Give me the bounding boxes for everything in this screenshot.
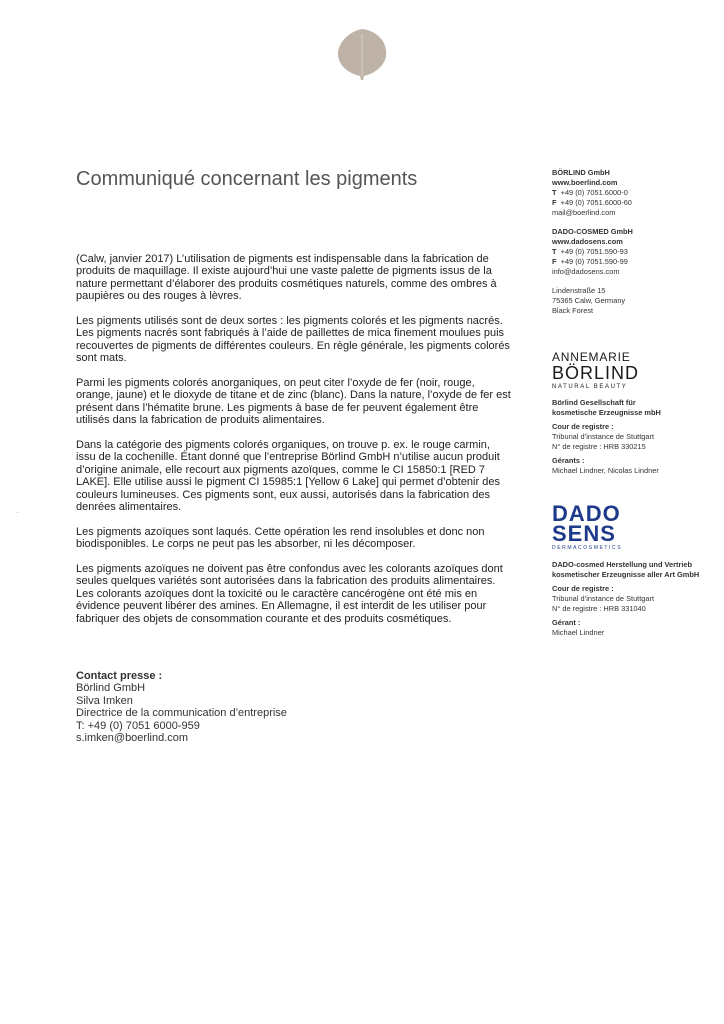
page-title: Communiqué concernant les pigments bbox=[76, 168, 418, 190]
dado-legal: DADO-cosmed Herstellung und Vertrieb kosmetischer Erzeugnisse aller Art GmbH Cour de registre : Tribunal d’instance de Stuttgart N° de registre : HRB 331040 Gérant : Michael Lindner bbox=[552, 560, 700, 637]
company-phone: T +49 (0) 7051.6000-0 bbox=[552, 188, 628, 197]
margin-mark bbox=[17, 512, 18, 513]
contact-line: Silva Imken bbox=[76, 694, 133, 707]
company-web[interactable]: www.boerlind.com bbox=[552, 178, 618, 187]
company-fax: F +49 (0) 7051.6000-60 bbox=[552, 198, 632, 207]
paragraph: Les pigments azoïques sont laqués. Cette opération les rend insolubles et donc non biodisponibles. Le corps ne peut pas les absorber, ni les décomposer. bbox=[76, 525, 485, 551]
contact-line: Directrice de la communication d’entreprise bbox=[76, 707, 287, 720]
paragraph: Les pigments azoïques ne doivent pas être confondus avec les colorants azoïques dont seules quelques variétés sont autorisées dans la fabrication des produits alimentaires. Les colorants azoïques dont la toxicité ou le caractère cancérogène ont été mis en évidence peuvent libérer des amines. En Allemagne, il est interdit de les utiliser pour fabriquer des objets de consommation courante et des produits cosmétiques. bbox=[76, 563, 503, 625]
company-phone: T +49 (0) 7051.590-93 bbox=[552, 247, 628, 256]
dado-cosmed-contact bbox=[552, 227, 717, 277]
address-line: Black Forest bbox=[552, 306, 594, 315]
paragraph: Les pigments utilisés sont de deux sortes : les pigments colorés et les pigments nacrés. Les pigments nacrés sont fabriqués à l’aide de paillettes de mica finement moulues puis recouvertes de pigments de différentes couleurs. En règle générale, les pigments colorés sont mats. bbox=[76, 315, 510, 365]
paragraph: Parmi les pigments colorés anorganiques, on peut citer l’oxyde de fer (noir, rouge, orange, jaune) et le dioxyde de titane et de zinc (blanc). Dans la nature, l’oxyde de fer est présent dans l’hématite brune. Les pigments à base de fer peuvent également être utilisés dans la fabrication de produits alimentaires. bbox=[76, 377, 511, 427]
sidebar bbox=[552, 168, 717, 647]
boerlind-contact bbox=[552, 168, 717, 218]
press-contact bbox=[76, 670, 287, 744]
contact-email[interactable]: s.imken@boerlind.com bbox=[76, 732, 189, 745]
company-name: BÖRLIND GmbH bbox=[552, 168, 610, 177]
leaf-icon bbox=[334, 26, 390, 80]
company-address bbox=[552, 286, 717, 316]
company-email[interactable]: mail@boerlind.com bbox=[552, 208, 616, 217]
paragraph: (Calw, janvier 2017) L’utilisation de pigments est indispensable dans la fabrication de produits de maquillage. Il existe aujourd’hui une vaste palette de pigments issus de la nature permettant d’élaborer des produits cosmétiques naturels, comme des ombres à paupières ou des rouges à lèvres. bbox=[76, 253, 497, 303]
contact-line: Börlind GmbH bbox=[76, 682, 146, 695]
contact-heading: Contact presse : bbox=[76, 670, 163, 682]
company-web[interactable]: www.dadosens.com bbox=[552, 237, 623, 246]
boerlind-legal: Börlind Gesellschaft für kosmetische Erzeugnisse mbH Cour de registre : Tribunal d’instance de Stuttgart N° de registre : HRB 330215 Gérants : Michael Lindner, Nicolas Lindner bbox=[552, 398, 661, 475]
paragraph: Dans la catégorie des pigments colorés organiques, on trouve p. ex. le rouge carmin, issu de la cochenille. Étant donné que l’entreprise Börlind GmbH n’utilise aucun produit d’origine animale, elle recourt aux pigments azoïques, comme le CI 15850:1 [RED 7 LAKE]. Elle utilise aussi le pigment CI 15985:1 [Yellow 6 Lake] qui permet d’obtenir des couleurs lumineuses. Ces pigments sont, eux aussi, autorisés dans la fabrication des denrées alimentaires. bbox=[76, 439, 500, 514]
address-line: 75365 Calw, Germany bbox=[552, 296, 626, 305]
contact-phone: T: +49 (0) 7051 6000-959 bbox=[76, 719, 200, 732]
body-text bbox=[76, 253, 511, 638]
annemarie-boerlind-logo: ANNEMARIE BÖRLIND NATURAL BEAUTY bbox=[552, 350, 640, 390]
company-email[interactable]: info@dadosens.com bbox=[552, 267, 620, 276]
company-fax: F +49 (0) 7051.590-99 bbox=[552, 257, 628, 266]
dado-sens-logo: DADO SENS DERMACOSMETICS bbox=[552, 501, 623, 551]
address-line: Lindenstraße 15 bbox=[552, 286, 606, 295]
company-name: DADO-COSMED GmbH bbox=[552, 227, 633, 236]
